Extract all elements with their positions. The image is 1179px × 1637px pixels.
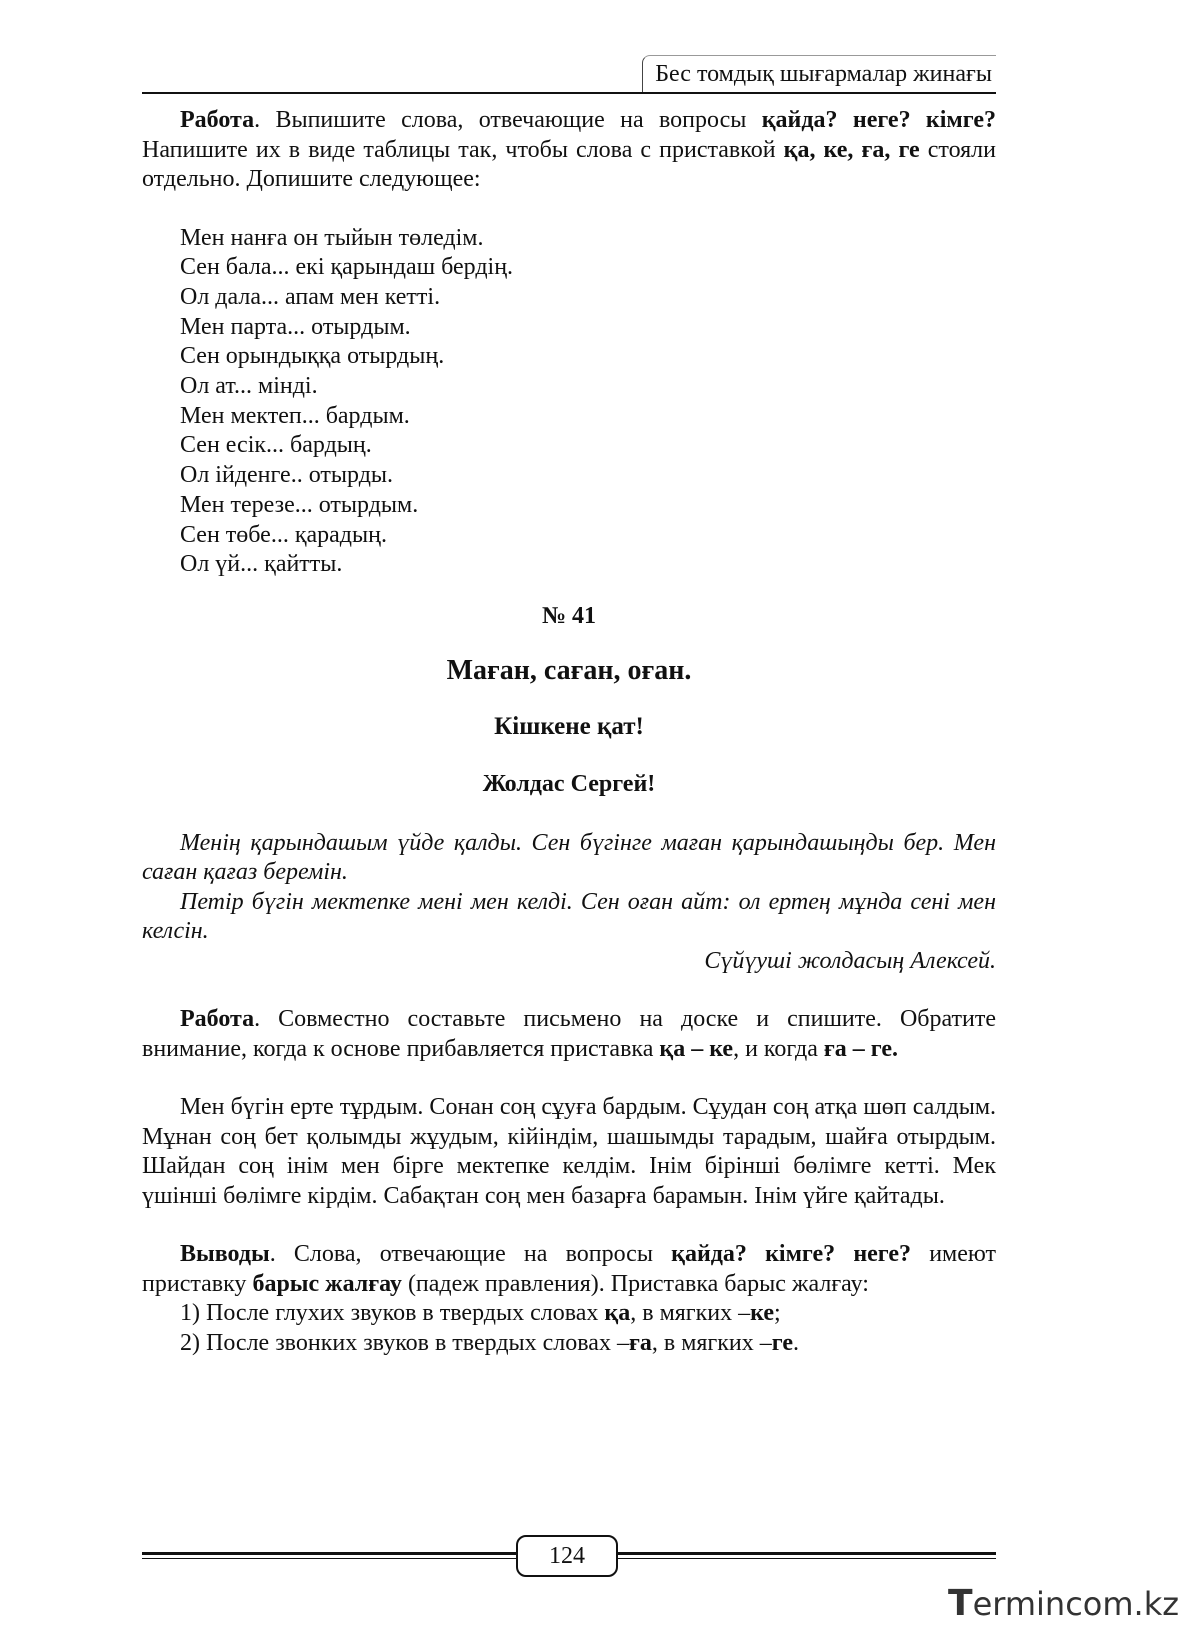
exercise-line: Ол үй... қайтты. — [180, 551, 343, 578]
header-rule — [142, 92, 996, 94]
exercise-line: Сен төбе... қарадың. — [180, 521, 387, 548]
rule-item: 1) После глухих звуков в твердых словах қа, в мягких –ке; — [180, 1300, 781, 1327]
exercise-line: Сен орындыққа отырдың. — [180, 343, 445, 370]
task-label: Работа — [180, 1006, 255, 1033]
watermark-logo: Termincom.kz — [948, 1583, 1179, 1624]
letter-paragraph: Менің қарындашым үйде қалды. Сен бүгінге маған қарындашыңды бер. Мен саған қағаз беремін. — [142, 829, 996, 886]
task-label: Работа — [180, 107, 255, 133]
task-paragraph-2: Работа. Совместно составьте письмено на доске и спишите. Обратите внимание, когда к основе прибавляется приставка қа – ке, и когда ға – ге. — [142, 1006, 996, 1062]
lesson-number: № 41 — [541, 602, 597, 629]
lesson-title: Маған, саған, оған. — [446, 655, 692, 687]
exercise-line: Мен терезе... отырдым. — [180, 491, 419, 518]
exercise-line: Ол ат... мінді. — [180, 373, 318, 400]
exercise-line: Мен парта... отырдым. — [180, 313, 411, 340]
rule-item: 2) После звонких звуков в твердых словах –ға, в мягких –ге. — [180, 1329, 799, 1356]
conclusions-paragraph: Выводы. Слова, отвечающие на вопросы қайда? кімге? неге? имеют приставку барыс жалғау (падеж правления). Приставка барыс жалғау: — [142, 1241, 996, 1297]
exercise-line: Мен мектеп... бардым. — [180, 402, 410, 429]
letter-paragraph: Петір бүгін мектепке мені мен келді. Сен оған айт: ол ертең мұнда сені мен келсін. — [142, 888, 996, 945]
exercise-line: Сен бала... екі қарындаш бердің. — [180, 254, 514, 281]
lesson-subtitle: Кішкене қат! — [494, 712, 644, 740]
page-number: 124 — [516, 1535, 618, 1577]
exercise-line: Ол дала... апам мен кетті. — [180, 283, 441, 310]
page-header — [142, 52, 996, 94]
exercise-list — [142, 224, 996, 580]
task-paragraph-1: Работа. Выпишите слова, отвечающие на вопросы қайда? неге? кімге? Напишите их в виде таблицы так, чтобы слова с приставкой қа, ке, ға, ге стояли отдельно. Допишите следующее: — [142, 107, 997, 192]
conclusions-label: Выводы — [180, 1241, 270, 1268]
letter-signature: Сүйүуші жолдасың Алексей. — [704, 947, 996, 974]
story-paragraph: Мен бүгін ерте тұрдым. Сонан соң сұуға бардым. Сұудан соң атқа шөп салдым. Мұнан соң бет қолымды жұудым, кійіндім, шашымды тарадым, шайға отырдым. Шайдан соң інім мен бірге мектепке келдім. Інім бірінші бөлімге кетті. Мек үшінші бөлімге кірдім. Сабақтан соң мен базарға барамын. Інім үйге қайтады. — [142, 1094, 996, 1209]
page-footer — [142, 1535, 996, 1575]
letter-address: Жолдас Сергей! — [482, 771, 656, 798]
exercise-line: Сен есік... бардың. — [180, 432, 372, 459]
running-title: Бес томдық шығармалар жинағы — [642, 55, 996, 92]
exercise-line: Ол ійденге.. отырды. — [180, 462, 394, 489]
exercise-line: Мен нанға он тыйын төледім. — [180, 224, 484, 251]
page-body — [142, 106, 996, 1358]
